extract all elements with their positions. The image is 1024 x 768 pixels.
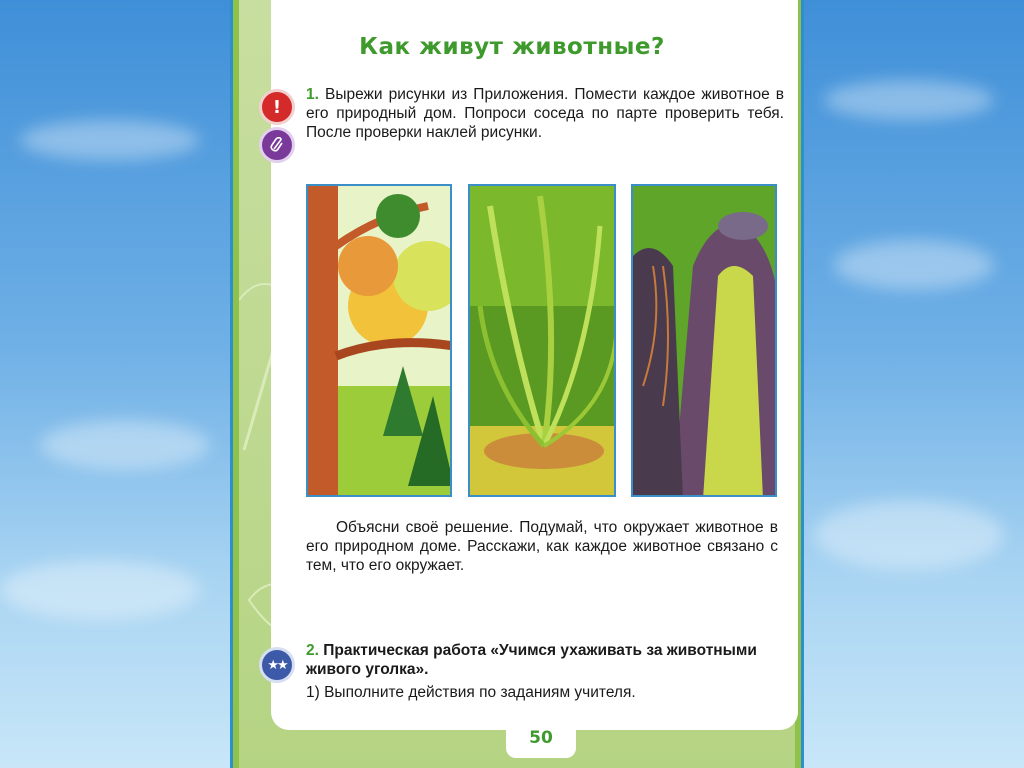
sky-background-left	[0, 0, 230, 768]
paperclip-icon	[259, 127, 295, 163]
task-1	[306, 85, 784, 142]
page-number: 50	[529, 728, 553, 748]
page-title: Как живут животные?	[359, 34, 665, 60]
task-2-title	[306, 641, 778, 679]
tree-stump-illustration	[631, 184, 777, 497]
pond-illustration	[468, 184, 616, 497]
task-1-number: 1.	[306, 86, 319, 103]
page-number-tab	[506, 718, 576, 758]
stars-icon: ★★	[259, 647, 295, 683]
exclamation-icon: !	[259, 89, 295, 125]
task-2-title-text: Практическая работа «Учимся ухаживать за животными живого уголка».	[306, 642, 757, 678]
sky-background-right	[804, 0, 1024, 768]
task-1-text: Вырежи рисунки из Приложения. Помести каждое животное в его природный дом. Попроси соседа по парте проверить тебя. После проверки наклей рисунки.	[306, 86, 784, 141]
task-2-number: 2.	[306, 642, 319, 659]
explain-paragraph: Объясни своё решение. Подумай, что окружает животное в его природном доме. Расскажи, как каждое животное связано с тем, что его окружает.	[306, 519, 778, 574]
task-2-step: 1) Выполните действия по заданиям учителя.	[306, 684, 636, 701]
forest-illustration	[306, 184, 452, 497]
